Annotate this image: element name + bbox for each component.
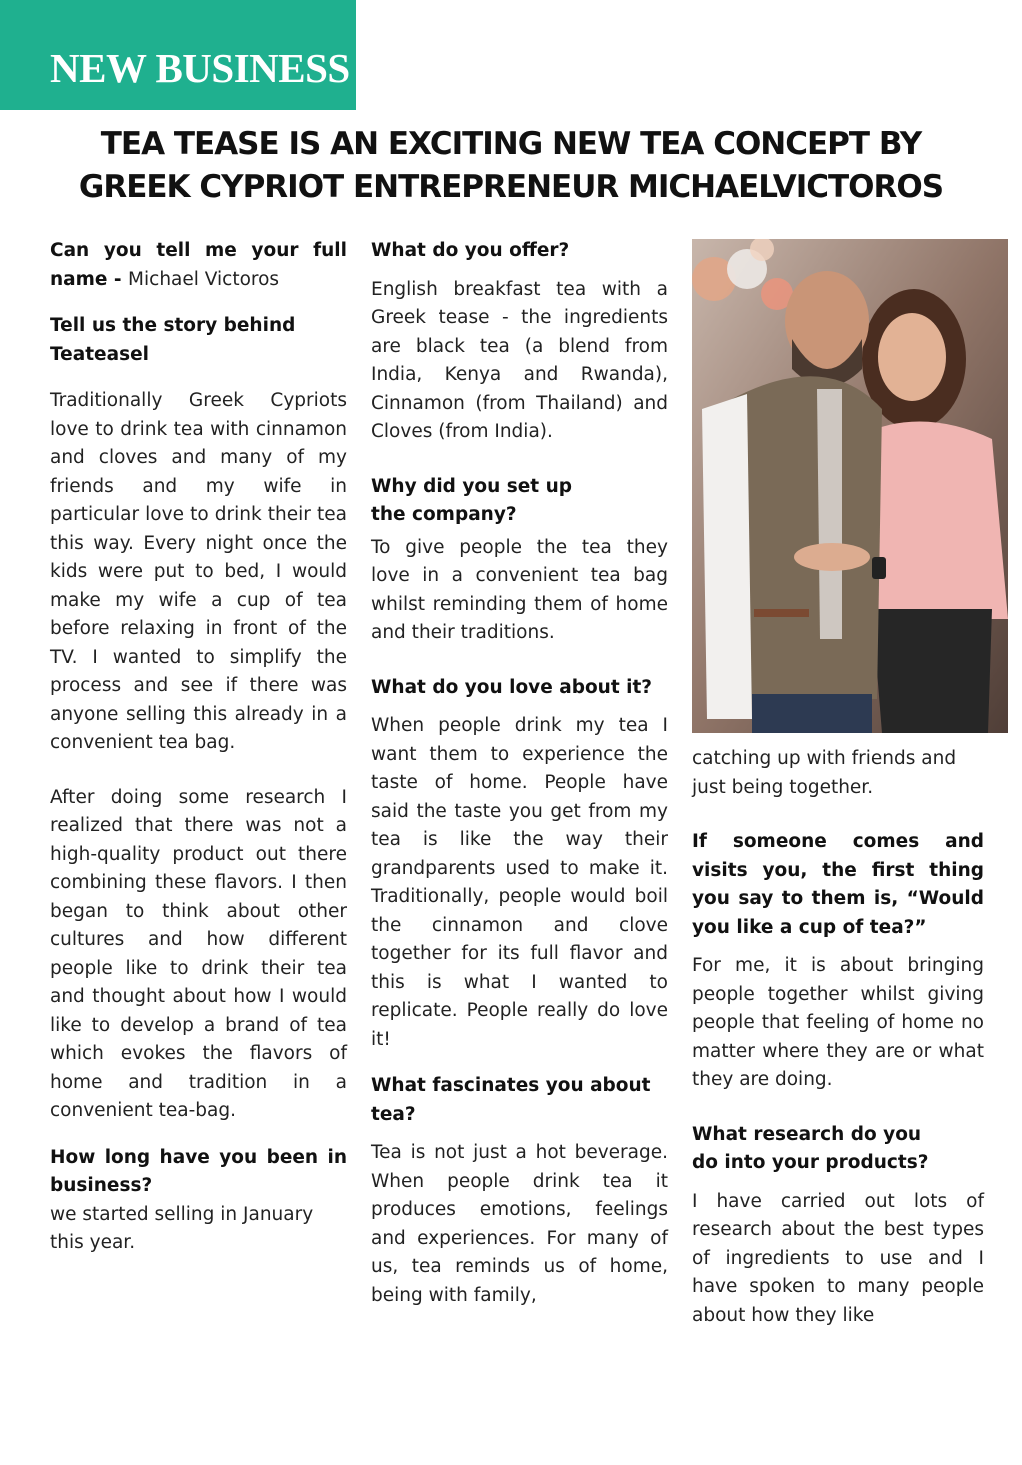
section-title: NEW BUSINESS bbox=[50, 45, 350, 91]
answer-research: I have carried out lots of research about the best types of ingredients to use and I have spoken to many people about how they like bbox=[692, 1190, 984, 1326]
section-banner bbox=[0, 0, 356, 110]
question-fascinates: What fascinates you about tea? bbox=[371, 1075, 651, 1125]
question-love-about-it: What do you love about it? bbox=[371, 676, 653, 698]
answer-love-about-it: When people drink my tea I want them to experience the taste of home. People have said the taste you get from my tea is like the way their grandparents used to make it. Traditionally, people would boil the cinnamon and clove together for its full flavor and this is what I wanted to replicate. People really do love it! bbox=[371, 715, 668, 1050]
answer-fascinates-continued: catching up with friends and just being together. bbox=[692, 748, 957, 798]
question-research: What research do you do into your products? bbox=[692, 1123, 929, 1173]
answer-story-paragraph-1: Traditionally Greek Cypriots love to drink tea with cinnamon and cloves and many of my friends and my wife in particular love to drink their tea this way. Every night once the kids were put to bed, I would make my wife a cup of tea before relaxing in front of the TV. I wanted to simplify the process and see if there was anyone selling this already in a convenient tea bag. bbox=[50, 390, 347, 753]
answer-fascinates: Tea is not just a hot beverage. When people drink tea it produces emotions, feelings and experiences. For many of us, tea reminds us of home, being with family, bbox=[371, 1142, 668, 1306]
question-first-thing-you-say: If someone comes and visits you, the first thing you say to them is, “Would you like a cup of tea?” bbox=[692, 831, 984, 938]
couple-photo bbox=[692, 239, 1008, 733]
question-story: Tell us the story behind Teateasel bbox=[50, 315, 296, 365]
answer-full-name: Michael Victoros bbox=[128, 268, 280, 290]
answer-how-long: we started selling in January this year. bbox=[50, 1203, 314, 1253]
question-offer: What do you offer? bbox=[371, 240, 570, 261]
article-headline bbox=[30, 123, 992, 209]
photo-illustration bbox=[692, 239, 1008, 733]
answer-story-paragraph-2: After doing some research I realized that there was not a high-quality product out there combining these flavors. I then began to think about other cultures and how different people like to drink their tea and thought about how I would like to develop a brand of tea which evokes the flavors of home and tradition in a convenient tea-bag. bbox=[50, 786, 347, 1121]
headline-line-2: GREEK CYPRIOT ENTREPRENEUR MICHAELVICTOROS bbox=[78, 169, 944, 205]
column-2 bbox=[371, 237, 668, 1310]
headline-line-1: TEA TEASE IS AN EXCITING NEW TEA CONCEPT BY bbox=[100, 126, 922, 162]
answer-first-thing-you-say: For me, it is about bringing people together whilst giving people that feeling of home no matter where they are or what they are doing. bbox=[692, 955, 984, 1090]
answer-offer: English breakfast tea with a Greek tease - the ingredients are black tea (a blend from India, Kenya and Rwanda), Cinnamon (from Thailand) and Cloves (from India). bbox=[371, 278, 668, 442]
question-how-long: How long have you been in business? bbox=[50, 1146, 347, 1196]
column-3 bbox=[692, 745, 984, 1330]
question-full-name bbox=[50, 237, 347, 294]
answer-why-company: To give people the tea they love in a convenient tea bag whilst reminding them of home and their traditions. bbox=[371, 536, 668, 643]
question-why-company: Why did you set up the company? bbox=[371, 475, 572, 525]
column-1 bbox=[50, 237, 347, 1258]
question-label: Can you tell me your full name - bbox=[50, 240, 347, 290]
